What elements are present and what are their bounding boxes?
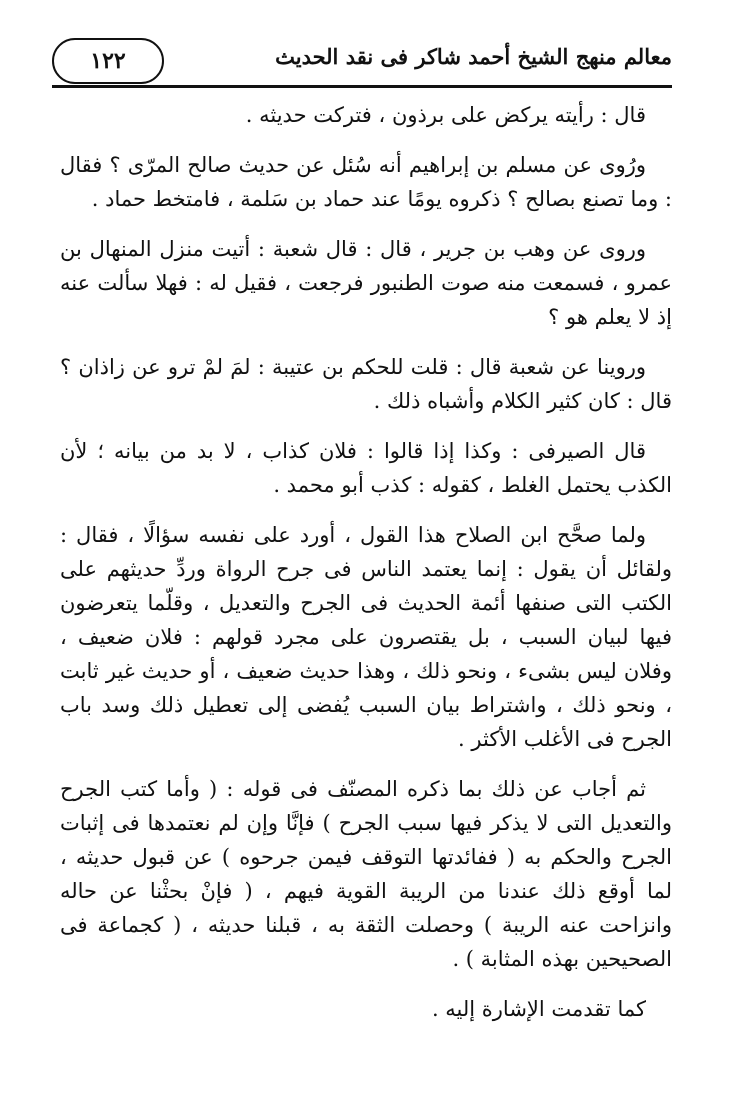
header-divider: [52, 85, 672, 88]
paragraph: وروى عن وهب بن جرير ، قال : قال شعبة : أتيت منزل المنهال بن عمرو ، فسمعت منه صوت الطنبور فرجعت ، فقيل له : فهلا سألت عنه إذ لا يعلم هو ؟: [60, 237, 672, 329]
page-body: [60, 98, 672, 1026]
page-number: ١٢٢: [52, 38, 164, 84]
paragraph: وروينا عن شعبة قال : قلت للحكم بن عتيبة : لمَ لمْ ترو عن زاذان ؟ قال : كان كثير الكلام وأشباه ذلك .: [60, 355, 672, 413]
paragraph: ورُوى عن مسلم بن إبراهيم أنه سُئل عن حديث صالح المرّى ؟ فقال : وما تصنع بصالح ؟ ذكروه يومًا عند حماد بن سَلمة ، فامتخط حماد .: [60, 153, 672, 211]
paragraph: ثم أجاب عن ذلك بما ذكره المصنّف فى قوله : ( وأما كتب الجرح والتعديل التى لا يذكر فيها سبب الجرح ) فإنَّا وإن لم نعتمدها فى إثبات الجرح والحكم به ( ففائدتها التوقف فيمن جرحوه ) عن قبول حديثه ، لما أوقع ذلك عندنا من الريبة القوية فيهم ، ( فإنْ بحثْنا عن حاله وانزاحت عنه الريبة ) وحصلت الثقة به ، قبلنا حديثه ، ( كجماعة فى الصحيحين بهذه المثابة ) .: [60, 777, 672, 971]
paragraph: ولما صحَّح ابن الصلاح هذا القول ، أورد على نفسه سؤالًا ، فقال : ولقائل أن يقول : إنما يعتمد الناس فى جرح الرواة وردِّ حديثهم على الكتب التى صنفها أئمة الحديث فى الجرح والتعديل ، وقلّما يتعرضون فيها لبيان السبب ، بل يقتصرون على مجرد قولهم : فلان ضعيف ، وفلان ليس بشىء ، ونحو ذلك ، وهذا حديث ضعيف ، أو حديث غير ثابت ، ونحو ذلك ، واشتراط بيان السبب يُفضى إلى تعطيل ذلك وسد باب الجرح فى الأغلب الأكثر .: [60, 523, 672, 751]
running-title: معالم منهج الشيخ أحمد شاكر فى نقد الحديث: [275, 44, 672, 69]
page-header: [52, 28, 672, 86]
paragraph: قال : رأيته يركض على برذون ، فتركت حديثه .: [245, 103, 646, 127]
paragraph: قال الصيرفى : وكذا إذا قالوا : فلان كذاب ، لا بد من بيانه ؛ لأن الكذب يحتمل الغلط ، كقوله : كذب أبو محمد .: [60, 439, 672, 497]
paragraph: كما تقدمت الإشارة إليه .: [431, 997, 646, 1021]
